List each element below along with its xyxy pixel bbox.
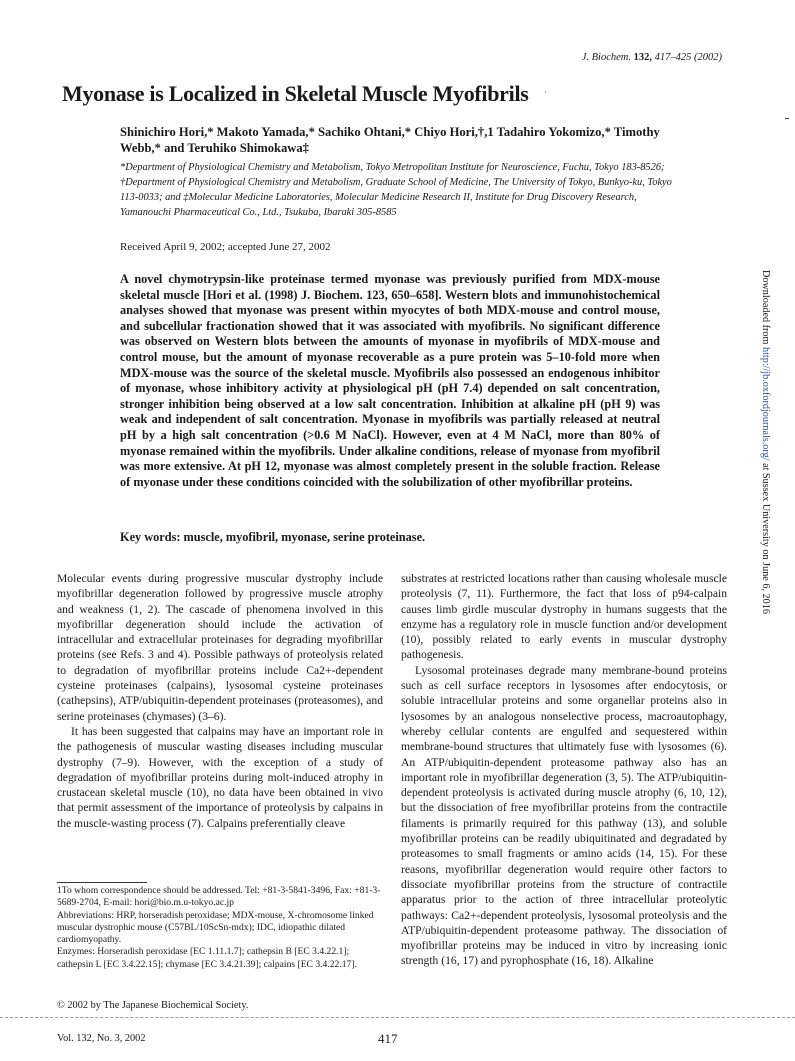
footnote-enzymes: Enzymes: Horseradish peroxidase [EC 1.11.1.7]; cathepsin B [EC 3.4.22.1]; cathepsin L [EC 3.4.22.15]; chymase [EC 3.4.21.39]; calpains [EC 3.4.22.17].	[57, 946, 357, 970]
edge-mark	[785, 118, 789, 119]
footnote-correspondence: 1To whom correspondence should be addressed. Tel: +81-3-5841-3496, Fax: +81-3-5689-2704, E-mail: hori@bio.m.u-tokyo.ac.jp	[57, 885, 381, 909]
issue-info: Vol. 132, No. 3, 2002	[57, 1033, 146, 1044]
download-watermark	[757, 270, 771, 650]
affiliations: *Department of Physiological Chemistry and Metabolism, Tokyo Metropolitan Institute for Neuroscience, Fuchu, Tokyo 183-8526; †Department of Physiological Chemistry and Metabolism, Graduate School of Medicine, The University of Tokyo, Bunkyo-ku, Tokyo 113-0033; and ‡Molecular Medicine Laboratories, Molecular Medicine Research II, Institute for Drug Discovery Research, Yamanouchi Pharmaceutical Co., Ltd., Tsukuba, Ibaraki 305-8585	[120, 162, 672, 218]
body-paragraph: substrates at restricted locations rather than causing wholesale muscle proteolysis (7, 11). Furthermore, the fact that loss of p94-calpain causes limb girdle muscular dystrophy in humans suggests that the enzyme has a regulatory role in muscle function and/or development (10), possibly related to early events in muscular dystrophy pathogenesis.	[401, 572, 727, 662]
body-paragraph: It has been suggested that calpains may have an important role in the pathogenesis of muscular wasting diseases including muscular dystrophy (7–9). However, with the exception of a study of degradation of myofibrillar proteins during molt-induced atrophy in crustacean skeletal muscle (10), no data have been obtained in vivo that permit assessment of the importance of proteolysis by calpains in the muscle-wasting process (7). Calpains preferentially cleave	[57, 724, 383, 830]
journal-volume: 132,	[633, 52, 652, 63]
author-list: Shinichiro Hori,* Makoto Yamada,* Sachiko Ohtani,* Chiyo Hori,†,1 Tadahiro Yokomizo,* Timothy Webb,* and Teruhiko Shimokawa‡	[120, 125, 660, 155]
received-date: Received April 9, 2002; accepted June 27, 2002	[120, 241, 331, 253]
title-mark: ·	[544, 88, 547, 97]
article-title: Myonase is Localized in Skeletal Muscle Myofibrils	[62, 81, 529, 106]
body-column-right	[401, 571, 727, 969]
copyright: © 2002 by The Japanese Biochemical Society.	[57, 1000, 249, 1011]
journal-name: J. Biochem.	[581, 52, 631, 63]
footnotes	[57, 885, 383, 971]
keywords: Key words: muscle, myofibril, myonase, serine proteinase.	[120, 530, 426, 544]
footnote-divider	[57, 882, 147, 883]
download-suffix: at Sussex University on June 6, 2016	[760, 460, 771, 614]
body-column-left	[57, 571, 383, 831]
download-link[interactable]: http://jb.oxfordjournals.org/	[760, 346, 771, 461]
page-bottom-divider	[0, 1017, 795, 1018]
journal-pages: 417–425 (2002)	[654, 52, 722, 63]
body-paragraph: Lysosomal proteinases degrade many membrane-bound proteins such as cell surface receptors in lysosomes after endocytosis, or soluble intracellular proteins and some organellar proteins also in lysosomes by an analogous nonselective process, macroautophagy, whereby cellular contents are engulfed and sequestered within membrane-bound structures that ultimately fuse with lysosomes (6). An ATP/ubiquitin-dependent proteasome pathway also has an important role in myofibrillar degeneration (3, 5). The ATP/ubiquitin-dependent proteolysis is activated during muscle atrophy (6, 10, 12), but the dissociation of free myofibrillar proteins from the contractile filaments is primarily required for this pathway (13), and soluble myofibrillar proteins can be readily ubiquitinated and degradated by proteasomes to small fragments or amino acids (14, 15). For these reasons, myofibrillar degeneration would require other factors to dissociate myofibrillar proteins from the structure of contractile apparatus prior to the action of three intracellular proteolytic pathways: Ca2+-dependent proteolysis, lysosomal proteolysis and the ATP/ubiquitin-dependent proteasome pathway. The dissociation of myofibrillar proteins may be induced in vitro by increasing ionic strength (16, 17) and pyrophosphate (16, 18). Alkaline	[401, 663, 727, 968]
download-prefix: Downloaded from	[760, 270, 771, 347]
abstract: A novel chymotrypsin-like proteinase termed myonase was previously purified from MDX-mouse skeletal muscle [Hori et al. (1998) J. Biochem. 123, 650–658]. Western blots and immunohistochemical analyses showed that myonase was present within myocytes of both MDX-mouse and control mouse, and subcellular fractionation showed that it was associated with myofibrils. No significant difference was observed on Western blots between the amounts of myonase in myofibrils of MDX-mouse and control mouse, but the amount of myonase recoverable as a pure protein was 5–10-fold more when MDX-mouse was the source of the skeletal muscle. Myofibrils also possessed an endogenous inhibitor of myonase, whose inhibitory activity at physiological pH (pH 7.4) depended on salt concentration, stronger inhibition being observed at a low salt concentration. Inhibition at alkaline pH (pH 9) was weak and independent of salt concentration. Myonase in myofibrils was partially released at neutral pH by a high salt concentration (>0.6 M NaCl). However, even at 4 M NaCl, more than 80% of myonase remained within the myofibrils. Under alkaline conditions, release of myonase from myofibril was more extensive. At pH 12, myonase was almost completely present in the soluble fraction. Release of myonase under these conditions coincided with the solubilization of other myofibrillar proteins.	[120, 272, 660, 489]
footnote-abbreviations: Abbreviations: HRP, horseradish peroxidase; MDX-mouse, X-chromosome linked muscular dystrophic mouse (C57BL/10ScSn-mdx); IDC, idiopathic dilated cardiomyopathy.	[57, 909, 374, 946]
body-paragraph: Molecular events during progressive muscular dystrophy include myofibrillar degeneration followed by progressive muscle atrophy and weakness (1, 2). The cascade of phenomena involved in this myofibrillar degeneration should include the activation of intracellular and extracellular proteinases for degrading myofibrillar proteins (see Refs. 3 and 4). Possible pathways of proteolysis related to degradation of myofibrillar proteins include Ca2+-dependent cysteine proteinases (calpains), lysosomal cysteine proteinases (cathepsins), ATP/ubiquitin-dependent proteinases (proteasomes), and serine proteinases (chymases) (3–6).	[57, 572, 383, 723]
journal-citation	[582, 52, 722, 63]
page-number: 417	[378, 1031, 398, 1046]
